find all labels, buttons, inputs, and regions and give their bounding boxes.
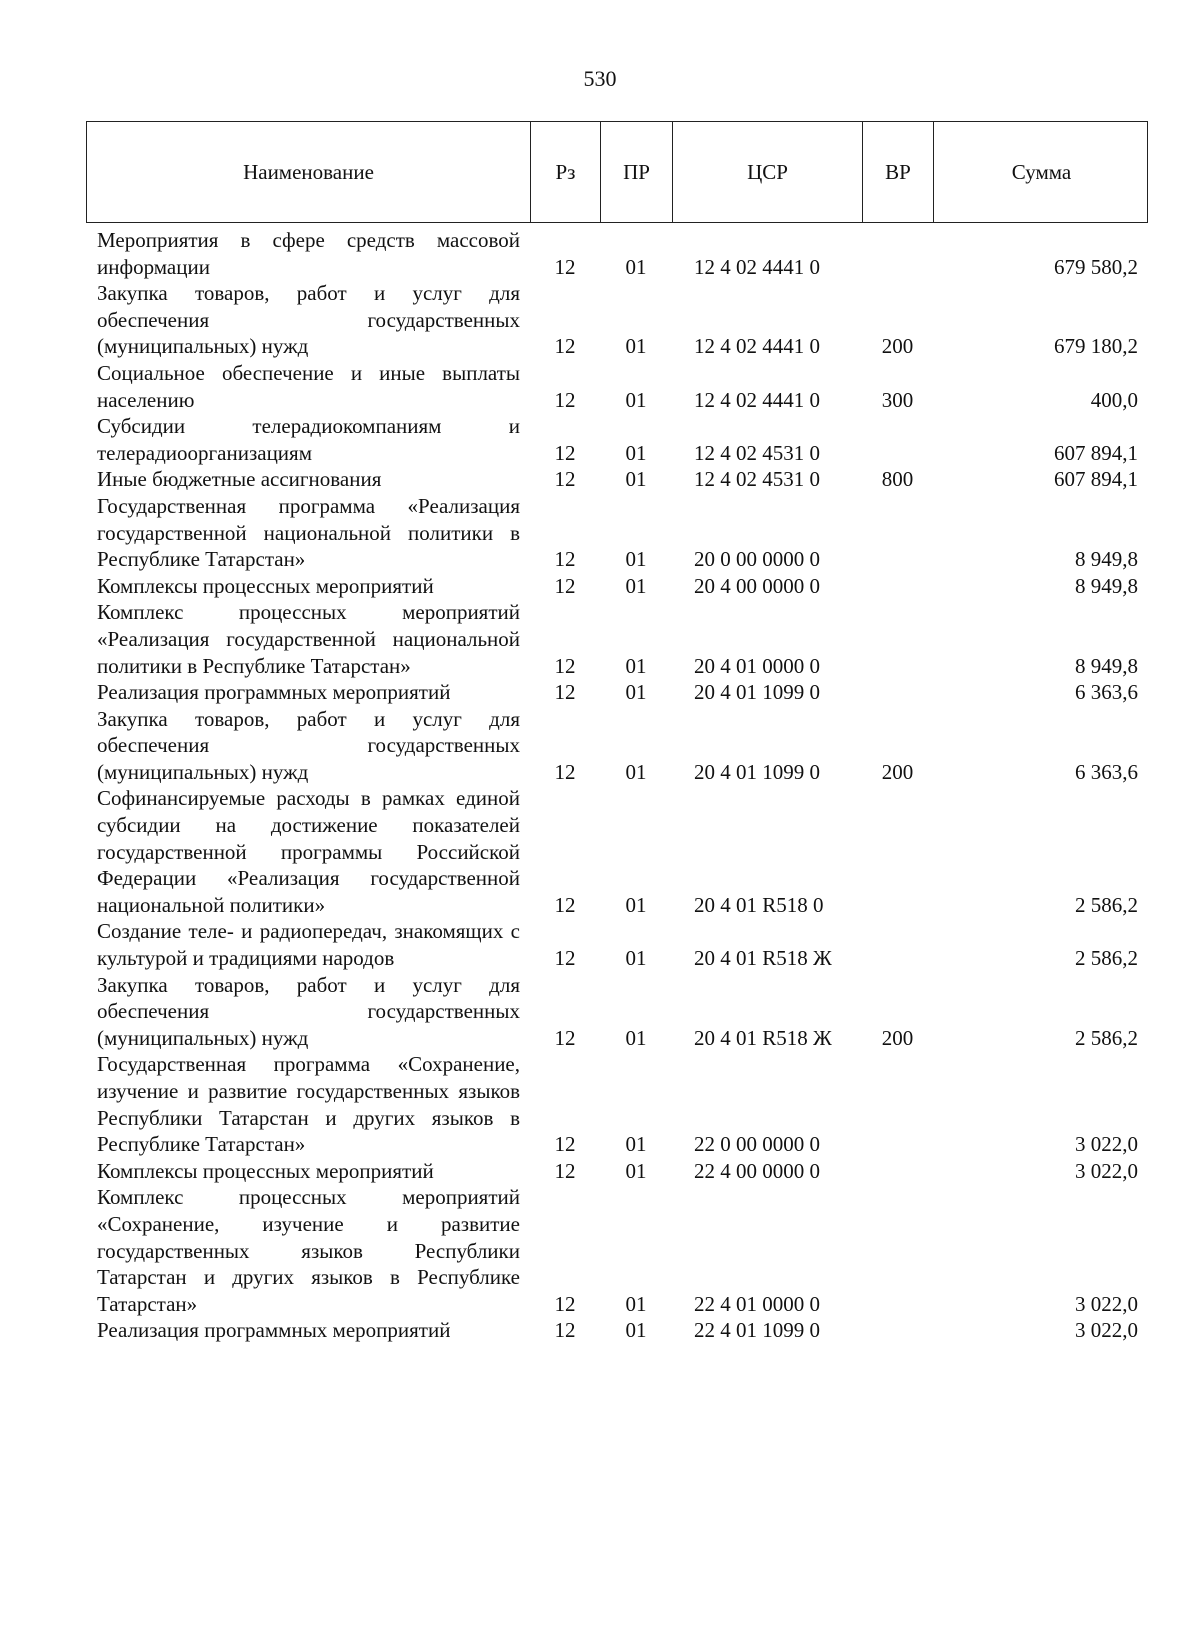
cell-csr: 12 4 02 4531 0 [694,467,820,492]
cell-name: Комплекс процессных мероприятий «Сохранение, изучение и развитие государственных языков Республики Татарстан и других языков в Республике Татарстан» [97,1185,520,1316]
cell-name: Государственная программа «Сохранение, изучение и развитие государственных языков Республики Татарстан и других языков в Республике Татарстан» [97,1052,520,1157]
cell-rz: 12 [554,1025,576,1050]
cell-sum: 3 022,0 [1075,1291,1138,1316]
cell-sum: 6 363,6 [1075,759,1138,784]
cell-sum: 679 180,2 [1054,334,1138,359]
table-row [86,280,1148,360]
cell-pr: 01 [625,467,647,492]
cell-pr: 01 [625,680,647,705]
table-row [86,1158,1148,1185]
header-rz: Рз [531,122,601,222]
cell-sum: 679 580,2 [1054,254,1138,279]
cell-sum: 2 586,2 [1075,946,1138,971]
cell-name: Социальное обеспечение и иные выплаты населению [97,360,520,412]
cell-rz: 12 [554,1132,576,1157]
cell-vr: 200 [881,334,914,359]
cell-vr: 300 [881,387,914,412]
cell-pr: 01 [625,759,647,784]
cell-sum: 3 022,0 [1075,1132,1138,1157]
cell-sum: 8 949,8 [1075,573,1138,598]
cell-rz: 12 [554,892,576,917]
cell-name: Государственная программа «Реализация государственной национальной политики в Республике Татарстан» [97,493,520,572]
cell-name: Комплексы процессных мероприятий [97,1158,434,1183]
cell-sum: 8 949,8 [1075,653,1138,678]
cell-rz: 12 [554,334,576,359]
header-pr: ПР [601,122,673,222]
cell-rz: 12 [554,1291,576,1316]
budget-table [86,121,1148,1344]
cell-pr: 01 [625,1025,647,1050]
cell-rz: 12 [554,1158,576,1183]
table-row [86,1317,1148,1344]
cell-name: Мероприятия в сфере средств массовой информации [97,228,520,279]
cell-sum: 3 022,0 [1075,1318,1138,1343]
cell-pr: 01 [625,1132,647,1157]
table-row [86,466,1148,493]
cell-csr: 22 4 00 0000 0 [694,1158,820,1183]
cell-csr: 20 4 01 0000 0 [694,653,820,678]
table-row [86,918,1148,971]
cell-rz: 12 [554,254,576,279]
cell-rz: 12 [554,653,576,678]
cell-sum: 3 022,0 [1075,1158,1138,1183]
cell-name: Реализация программных мероприятий [97,680,451,705]
table-row [86,227,1148,280]
cell-pr: 01 [625,653,647,678]
cell-csr: 20 4 01 R518 Ж [694,1025,832,1050]
cell-vr: 200 [881,759,914,784]
cell-rz: 12 [554,946,576,971]
table-row [86,599,1148,679]
table-row [86,360,1148,413]
cell-pr: 01 [625,254,647,279]
cell-rz: 12 [554,547,576,572]
cell-pr: 01 [625,1318,647,1343]
cell-rz: 12 [554,759,576,784]
cell-name: Комплексы процессных мероприятий [97,573,434,598]
cell-rz: 12 [554,680,576,705]
table-row [86,972,1148,1052]
table-row [86,1184,1148,1317]
cell-sum: 607 894,1 [1054,467,1138,492]
cell-csr: 12 4 02 4531 0 [694,440,820,465]
cell-csr: 22 4 01 0000 0 [694,1291,820,1316]
cell-name: Закупка товаров, работ и услуг для обеспечения государственных (муниципальных) нужд [97,972,520,1050]
cell-rz: 12 [554,387,576,412]
cell-csr: 20 4 01 1099 0 [694,759,820,784]
cell-csr: 20 0 00 0000 0 [694,547,820,572]
cell-pr: 01 [625,946,647,971]
cell-sum: 6 363,6 [1075,680,1138,705]
table-header [86,121,1148,223]
table-row [86,493,1148,573]
cell-name: Реализация программных мероприятий [97,1318,451,1343]
header-vr: ВР [863,122,934,222]
cell-csr: 20 4 01 1099 0 [694,680,820,705]
cell-pr: 01 [625,387,647,412]
page-number: 530 [583,66,617,91]
table-row [86,1051,1148,1157]
cell-sum: 607 894,1 [1054,440,1138,465]
table-row [86,413,1148,466]
table-body [86,223,1148,1344]
cell-csr: 22 0 00 0000 0 [694,1132,820,1157]
header-csr: ЦСР [673,122,863,222]
cell-pr: 01 [625,1291,647,1316]
cell-pr: 01 [625,440,647,465]
cell-name: Субсидии телерадиокомпаниям и телерадиоорганизациям [97,414,520,465]
header-sum: Сумма [1011,159,1072,184]
cell-csr: 22 4 01 1099 0 [694,1318,820,1343]
table-row [86,573,1148,600]
cell-csr: 20 4 01 R518 0 [694,892,824,917]
cell-pr: 01 [625,334,647,359]
cell-sum: 8 949,8 [1075,547,1138,572]
cell-csr: 12 4 02 4441 0 [694,387,820,412]
table-row [86,679,1148,706]
cell-name: Закупка товаров, работ и услуг для обеспечения государственных (муниципальных) нужд [97,706,520,784]
cell-csr: 20 4 00 0000 0 [694,573,820,598]
cell-sum: 400,0 [1090,387,1138,412]
cell-pr: 01 [625,547,647,572]
table-row [86,706,1148,786]
cell-sum: 2 586,2 [1075,892,1138,917]
cell-pr: 01 [625,1158,647,1183]
cell-pr: 01 [625,892,647,917]
cell-rz: 12 [554,573,576,598]
cell-vr: 200 [881,1025,914,1050]
table-row [86,785,1148,918]
cell-csr: 12 4 02 4441 0 [694,254,820,279]
cell-name: Комплекс процессных мероприятий «Реализация государственной национальной политики в Республике Татарстан» [97,600,520,678]
cell-name: Закупка товаров, работ и услуг для обеспечения государственных (муниципальных) нужд [97,281,520,359]
cell-pr: 01 [625,573,647,598]
cell-name: Иные бюджетные ассигнования [97,467,382,492]
cell-vr: 800 [881,467,914,492]
cell-rz: 12 [554,467,576,492]
cell-sum: 2 586,2 [1075,1025,1138,1050]
cell-rz: 12 [554,1318,576,1343]
header-name: Наименование [87,122,531,222]
cell-csr: 20 4 01 R518 Ж [694,946,832,971]
cell-name: Создание теле- и радиопередач, знакомящих с культурой и традициями народов [97,919,520,971]
cell-rz: 12 [554,440,576,465]
cell-csr: 12 4 02 4441 0 [694,334,820,359]
cell-name: Софинансируемые расходы в рамках единой субсидии на достижение показателей государственной программы Российской Федерации «Реализация государственной национальной политики» [97,786,520,917]
